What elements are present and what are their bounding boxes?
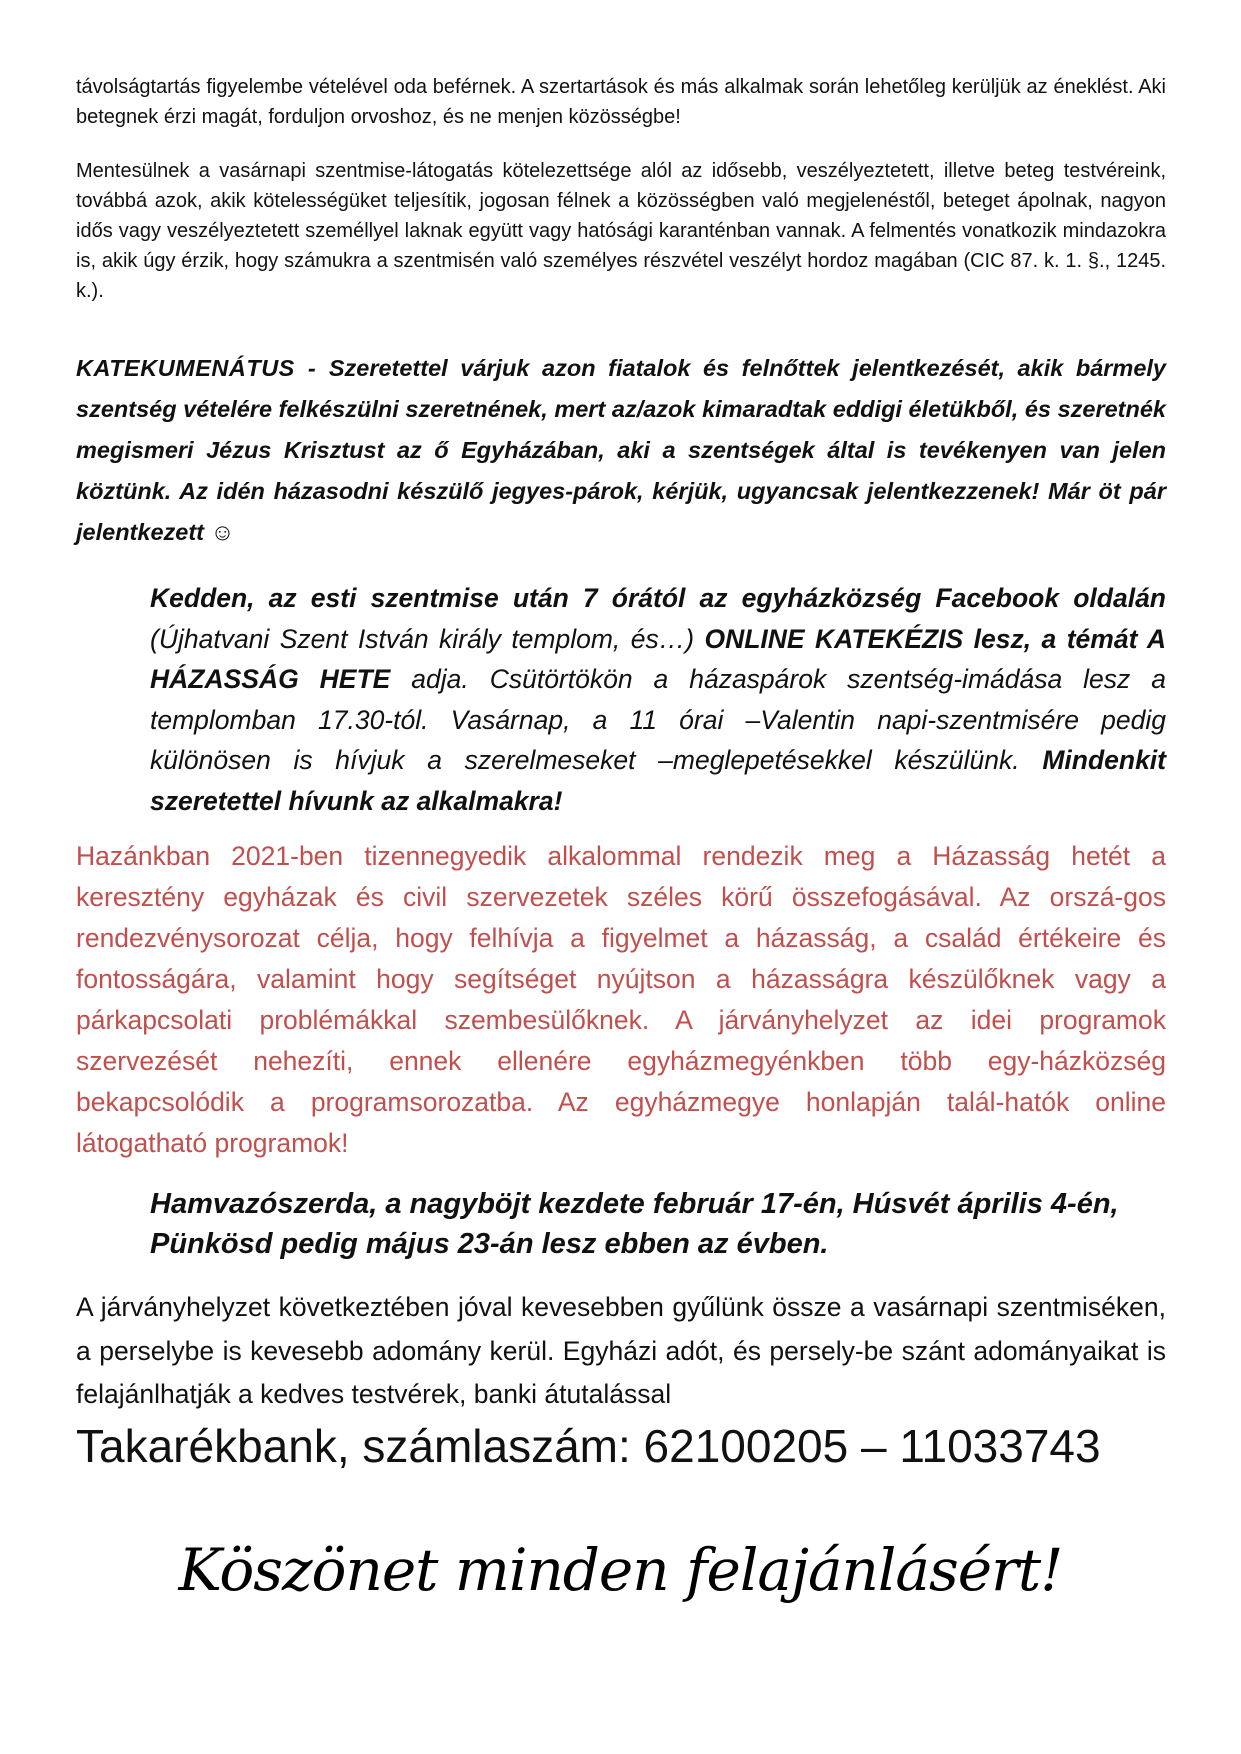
- kedden-intro: Kedden, az esti szentmise után 7 órától az egyházközség Facebook oldalán: [150, 583, 1166, 613]
- thanks-closing: Köszönet minden felajánlásért!: [178, 1536, 1063, 1604]
- donation-paragraph: A járványhelyzet következtében jóval kevesebben gyűlünk össze a vasárnapi szentmiséken, a perselybe is kevesebb adomány kerül. Egyházi adót, és persely-be szánt adományaikat is felajánlhatják a kedves testvérek, banki átutalással: [76, 1292, 1166, 1409]
- katekumenatus-paragraph: [76, 348, 1166, 553]
- exemption-paragraph: Mentesülnek a vasárnapi szentmise-látogatás kötelezettsége alól az idősebb, veszélyeztetett, illetve beteg testvéreink, továbbá azok, akik kötelességüket teljesítik, jogosan félnek a közösségben való megjelenéstől, beteget ápolnak, nagyon idős vagy veszélyeztetett személlyel laknak együtt vagy hatósági karanténban vannak. A felmentés vonatkozik mindazokra is, akik úgy érzik, hogy számukra a szentmisén való személyes részvétel veszélyt hordoz magában (CIC 87. k. 1. §., 1245. k.).: [76, 160, 1166, 302]
- hamvazoszerda-paragraph: Hamvazószerda, a nagyböjt kezdete február 17-én, Húsvét április 4-én, Pünkösd pedig május 23-án lesz ebben az évben.: [150, 1188, 1119, 1260]
- invitation-text: Mindenkit szeretettel hívunk az alkalmakra!: [150, 745, 1166, 816]
- intro-paragraph: távolságtartás figyelembe vételével oda beférnek. A szertartások és más alkalmak során lehetőleg kerüljük az éneklést. Aki betegnek érzi magát, forduljon orvoshoz, és ne menjen közösségbe!: [76, 76, 1166, 128]
- katekumenatus-heading: KATEKUMENÁTUS -: [76, 355, 317, 381]
- online-katekezis-topic: ONLINE KATEKÉZIS lesz, a témát A HÁZASSÁG HETE: [150, 623, 1166, 694]
- weekly-programs: Csütörtökön a házaspárok szentség-imádása lesz a templomban 17.30-tól. Vasárnap, a 11 órai –Valentin napi-szentmisére pedig különösen is hívjuk a szerelmeseket –meglepetésekkel készülünk.: [150, 664, 1166, 775]
- hazassag-hete-paragraph: Hazánkban 2021-ben tizennegyedik alkalommal rendezik meg a Házasság hetét a keresztény egyházak és civil szervezetek széles körű összefogásával. Az orszá-gos rendezvénysorozat célja, hogy felhívja a figyelmet a házasság, a család értékeire és fontosságára, valamint hogy segítséget nyújtson a házasságra készülőknek vagy a párkapcsolati problémákkal szembesülőknek. A járványhelyzet az idei programok szervezését nehezíti, ennek ellenére egyházmegyénkben több egy-házközség bekapcsolódik a programsorozatba. Az egyházmegye honlapján talál-hatók online látogatható programok!: [76, 841, 1166, 1158]
- katekumenatus-body: Szeretettel várjuk azon fiatalok és felnőttek jelentkezését, akik bármely szentség vételére felkészülni szeretnének, mert az/azok kimaradtak eddigi életükből, és szeretnék megismeri Jézus Krisztust az ő Egyházában, aki a szentségek által is tevékenyen van jelen köztünk. Az idén házasodni készülő jegyes-párok, kérjük, ugyancsak jelentkezzenek! Már öt pár jelentkezett ☺: [76, 355, 1166, 545]
- online-katekezis-paragraph: [150, 578, 1166, 821]
- facebook-page-name: (Újhatvani Szent István király templom, és…): [150, 623, 695, 654]
- bank-account-number: Takarékbank, számlaszám: 62100205 – 11033743: [76, 1420, 1101, 1472]
- kedden-adja: adja.: [411, 664, 469, 694]
